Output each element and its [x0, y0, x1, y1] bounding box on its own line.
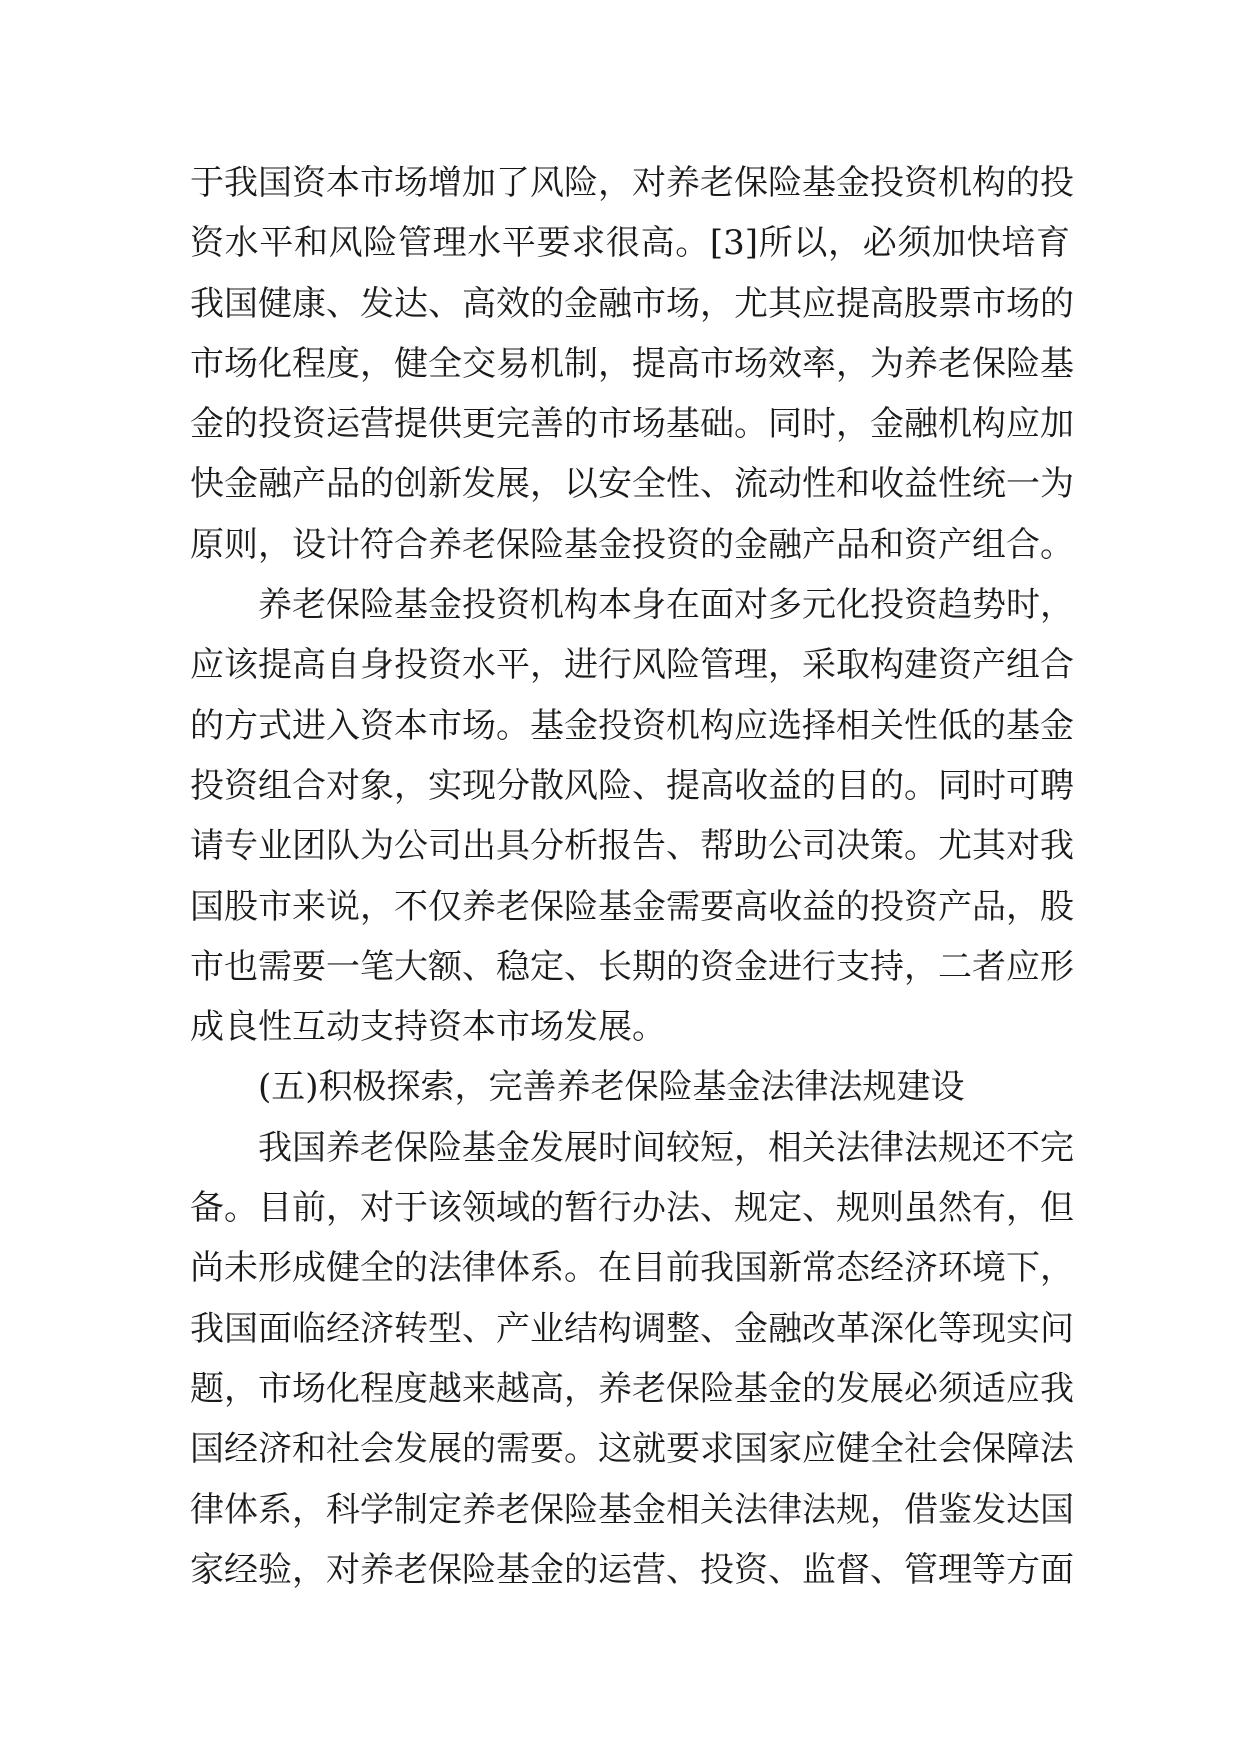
text-line: 请专业团队为公司出具分析报告、帮助公司决策。尤其对我	[190, 826, 1074, 867]
text-line: 律体系，科学制定养老保险基金相关法律法规，借鉴发达国	[190, 1489, 1074, 1530]
text-line: 备。目前，对于该领域的暂行办法、规定、规则虽然有，但	[190, 1188, 1074, 1229]
text-line: 市场化程度，健全交易机制，提高市场效率，为养老保险基	[190, 343, 1074, 384]
text-line: 市也需要一笔大额、稳定、长期的资金进行支持，二者应形	[190, 946, 1074, 987]
text-line: 快金融产品的创新发展，以安全性、流动性和收益性统一为	[190, 464, 1074, 505]
text-line: 资水平和风险管理水平要求很高。[3]所以，必须加快培育	[190, 223, 1070, 264]
text-line: 我国养老保险基金发展时间较短，相关法律法规还不完	[258, 1127, 1074, 1168]
text-line: 养老保险基金投资机构本身在面对多元化投资趋势时，	[258, 585, 1074, 626]
text-line: 成良性互动支持资本市场发展。	[190, 1007, 666, 1048]
text-line: 金的投资运营提供更完善的市场基础。同时，金融机构应加	[190, 404, 1074, 445]
text-line: 尚未形成健全的法律体系。在目前我国新常态经济环境下，	[190, 1248, 1074, 1289]
text-line: 投资组合对象，实现分散风险、提高收益的目的。同时可聘	[190, 765, 1074, 806]
text-line: 国股市来说，不仅养老保险基金需要高收益的投资产品，股	[190, 886, 1074, 927]
text-line: 于我国资本市场增加了风险，对养老保险基金投资机构的投	[190, 163, 1074, 203]
body-text	[190, 153, 1074, 1600]
text-line: 我国面临经济转型、产业结构调整、金融改革深化等现实问	[190, 1308, 1074, 1349]
text-line: 国经济和社会发展的需要。这就要求国家应健全社会保障法	[190, 1429, 1074, 1470]
text-line: 应该提高自身投资水平，进行风险管理，采取构建资产组合	[190, 645, 1074, 686]
text-line: 题，市场化程度越来越高，养老保险基金的发展必须适应我	[190, 1368, 1074, 1409]
section-heading: (五)积极探索，完善养老保险基金法律法规建设	[258, 1067, 965, 1108]
text-line: 家经验，对养老保险基金的运营、投资、监督、管理等方面	[190, 1549, 1074, 1590]
text-line: 的方式进入资本市场。基金投资机构应选择相关性低的基金	[190, 705, 1074, 746]
text-line: 原则，设计符合养老保险基金投资的金融产品和资产组合。	[190, 524, 1074, 565]
text-line: 我国健康、发达、高效的金融市场，尤其应提高股票市场的	[190, 283, 1074, 324]
